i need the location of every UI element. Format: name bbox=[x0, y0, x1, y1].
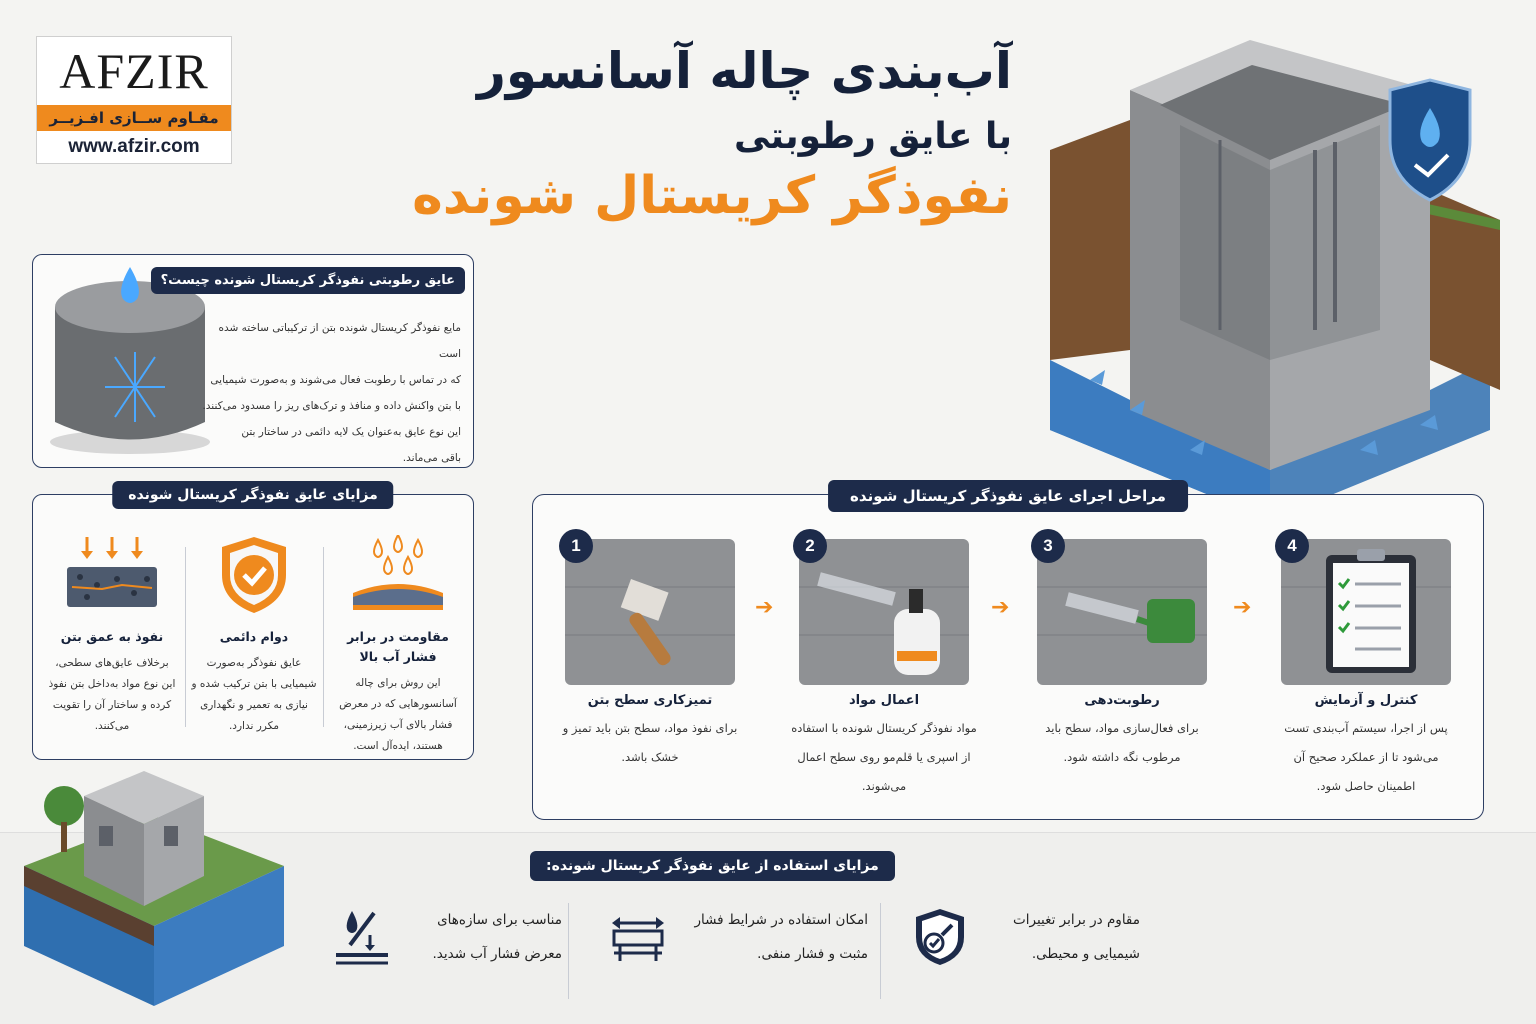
advantage-text: مناسب برای سازه‌های معرض فشار آب شدید. bbox=[432, 912, 562, 962]
page-highlight-title: نفوذگر کریستال شونده bbox=[412, 166, 1012, 226]
advantage-text: مقاوم در برابر تغییرات شیمیایی و محیطی. bbox=[1013, 912, 1140, 962]
advantage-item bbox=[606, 903, 868, 971]
step-2 bbox=[791, 536, 977, 801]
brush-cleaning-image bbox=[565, 539, 735, 685]
step-4 bbox=[1273, 536, 1459, 801]
shield-check-icon bbox=[204, 535, 304, 615]
steps-box bbox=[532, 487, 1484, 820]
step-1 bbox=[557, 536, 743, 772]
logo-tagline: مقـاوم ســازی افـزیــر bbox=[37, 105, 231, 131]
arrow-icon: ➔ bbox=[1233, 595, 1252, 620]
info-box bbox=[32, 254, 474, 468]
step-desc: پس از اجرا، سیستم آب‌بندی تست می‌شود تا از عملکرد صحیح آن اطمینان حاصل شود. bbox=[1284, 721, 1448, 793]
step-number: 3 bbox=[1031, 529, 1065, 563]
elevator-pit-illustration bbox=[1030, 30, 1510, 520]
logo bbox=[36, 36, 232, 164]
benefit-title: مقاومت در برابر فشار آب بالا bbox=[347, 629, 449, 664]
page-subtitle: با عایق رطوبتی bbox=[733, 116, 1012, 157]
info-line: این نوع عایق به‌عنوان یک لایه دائمی در ساختار بتن bbox=[241, 426, 461, 438]
divider bbox=[185, 547, 186, 727]
advantage-item bbox=[330, 903, 562, 971]
shield-check-icon bbox=[908, 905, 972, 969]
benefit-durability bbox=[189, 535, 319, 745]
benefit-penetration bbox=[47, 535, 177, 745]
step-title: رطوبت‌دهی bbox=[1084, 693, 1160, 708]
sprayer-image bbox=[799, 539, 969, 685]
benefit-title: نفوذ به عمق بتن bbox=[60, 629, 164, 644]
water-drops-icon bbox=[348, 535, 448, 615]
page-title: آب‌بندی چاله آسانسور bbox=[477, 42, 1012, 100]
advantage-text: امکان استفاده در شرایط فشار مثبت و فشار منفی. bbox=[694, 912, 868, 962]
divider bbox=[323, 547, 324, 727]
advantages-label: مزایای استفاده از عایق نفوذگر کریستال شونده: bbox=[530, 851, 895, 881]
arrow-icon: ➔ bbox=[755, 595, 774, 620]
arrow-icon: ➔ bbox=[991, 595, 1010, 620]
info-text bbox=[199, 315, 461, 471]
step-title: اعمال مواد bbox=[848, 693, 920, 708]
step-3 bbox=[1029, 536, 1215, 772]
info-label: عایق رطوبتی نفوذگر کریستال شونده چیست؟ bbox=[151, 267, 465, 294]
benefit-desc: این روش برای چاله آسانسورهایی که در معرض فشار بالای آب زیرزمینی، هستند، ایده‌آل است. bbox=[339, 677, 457, 752]
benefits-label: مزایای عایق نفوذگر کریستال شونده bbox=[112, 481, 393, 509]
checklist-image bbox=[1281, 539, 1451, 685]
step-desc: مواد نفوذگر کریستال شونده با استفاده از اسپری یا قلم‌مو روی سطح اعمال می‌شوند. bbox=[791, 721, 977, 793]
info-line: باقی می‌ماند. bbox=[402, 452, 461, 464]
concrete-core-icon bbox=[45, 267, 215, 457]
step-title: تمیزکاری سطح بتن bbox=[587, 693, 713, 708]
divider bbox=[880, 903, 881, 999]
benefit-desc: عایق نفوذگر به‌صورت شیمیایی با بتن ترکیب شده و نیازی به تعمیر و نگهداری مکرر ندارد. bbox=[191, 657, 317, 732]
step-number: 1 bbox=[559, 529, 593, 563]
penetration-icon bbox=[62, 535, 162, 615]
building-illustration bbox=[14, 756, 294, 1006]
pressure-icon bbox=[606, 905, 670, 969]
info-line: با بتن واکنش داده و منافذ و ترک‌های ریز را مسدود می‌کنند. bbox=[202, 400, 461, 412]
step-number: 4 bbox=[1275, 529, 1309, 563]
benefit-pressure bbox=[333, 535, 463, 752]
step-number: 2 bbox=[793, 529, 827, 563]
benefits-box bbox=[32, 487, 474, 760]
step-desc: برای فعال‌سازی مواد، سطح باید مرطوب نگه داشته شود. bbox=[1045, 721, 1199, 764]
logo-url[interactable]: www.afzir.com bbox=[68, 136, 200, 157]
benefit-title: دوام دائمی bbox=[219, 629, 289, 644]
watering-can-image bbox=[1037, 539, 1207, 685]
advantage-item bbox=[908, 903, 1140, 971]
info-line: مایع نفوذگر کریستال شونده بتن از ترکیباتی ساخته شده است bbox=[218, 322, 461, 360]
step-desc: برای نفوذ مواد، سطح بتن باید تمیز و خشک باشد. bbox=[562, 721, 738, 764]
divider bbox=[568, 903, 569, 999]
logo-brand: AFZIR bbox=[59, 43, 209, 99]
steps-label: مراحل اجرای عایق نفوذگر کریستال شونده bbox=[828, 480, 1188, 512]
info-line: که در تماس با رطوبت فعال می‌شوند و به‌صورت شیمیایی bbox=[210, 374, 461, 386]
step-title: کنترل و آزمایش bbox=[1314, 693, 1418, 708]
benefit-desc: برخلاف عایق‌های سطحی، این نوع مواد به‌داخل بتن نفوذ کرده و ساختار آن را تقویت می‌کنند. bbox=[48, 657, 176, 732]
water-pressure-icon bbox=[330, 905, 394, 969]
